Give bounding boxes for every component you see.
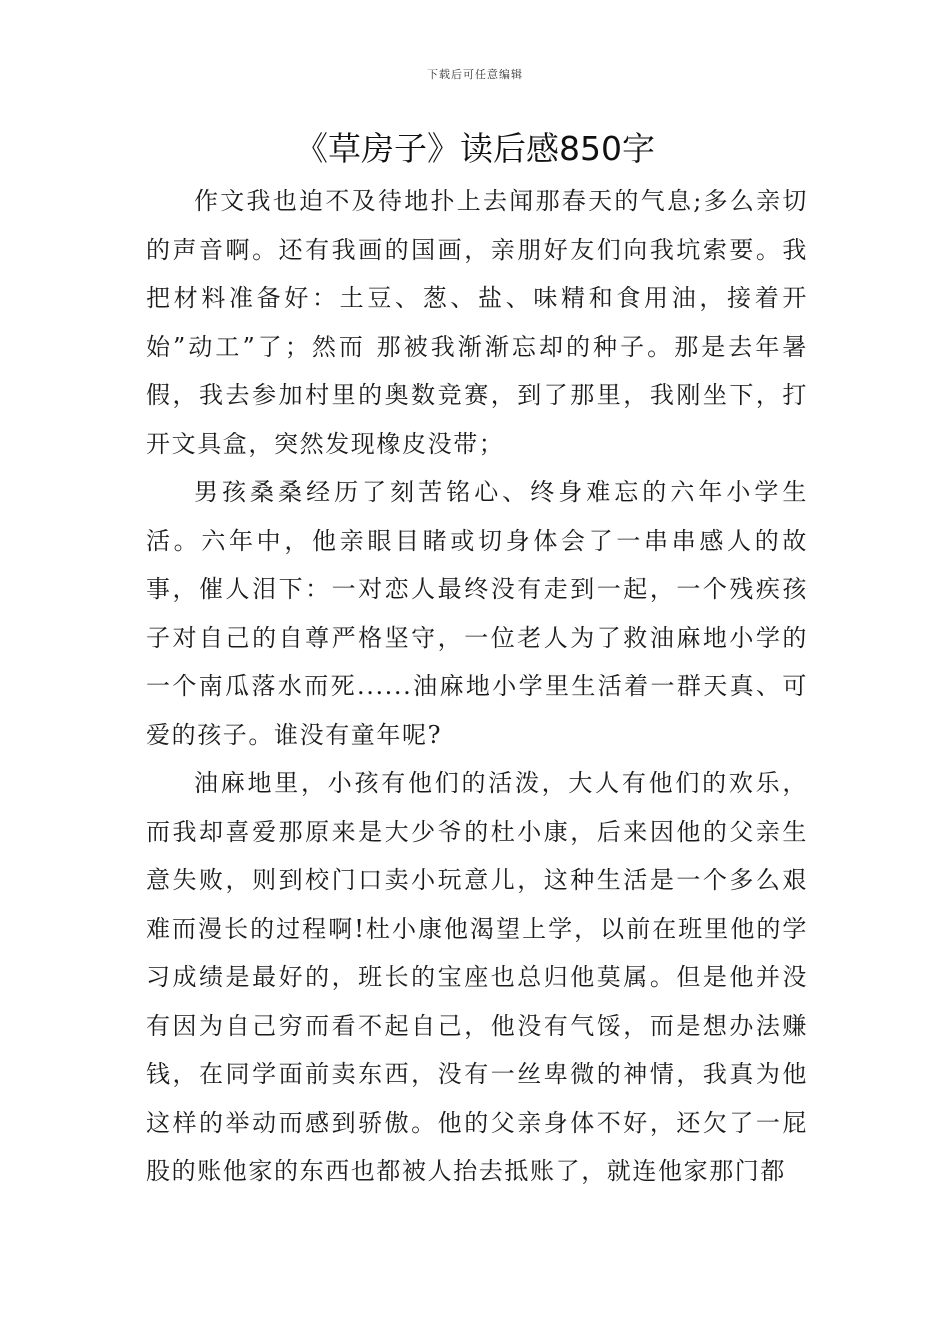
document-title: 《草房子》读后感850字 bbox=[295, 129, 655, 168]
header-note: 下载后可任意编辑 bbox=[427, 68, 523, 81]
essay-body bbox=[146, 177, 808, 1196]
paragraph-1: 作文我也迫不及待地扑上去闻那春天的气息;多么亲切的声音啊。还有我画的国画，亲朋好友们向我坑索要。我把材料准备好：土豆、葱、盐、味精和食用油，接着开始”动工”了；然而 那被我渐渐忘却的种子。那是去年暑假，我去参加村里的奥数竞赛，到了那里，我刚坐下，打开文具盒，突然发现橡皮没带； bbox=[146, 187, 808, 458]
paragraph-3: 油麻地里，小孩有他们的活泼，大人有他们的欢乐，而我却喜爱那原来是大少爷的杜小康，后来因他的父亲生意失败，则到校门口卖小玩意儿，这种生活是一个多么艰难而漫长的过程啊!杜小康他渴望上学，以前在班里他的学习成绩是最好的，班长的宝座也总归他莫属。但是他并没有因为自己穷而看不起自己，他没有气馁，而是想办法赚钱，在同学面前卖东西，没有一丝卑微的神情，我真为他这样的举动而感到骄傲。他的父亲身体不好，还欠了一屁股的账他家的东西也都被人抬去抵账了，就连他家那门都 bbox=[146, 769, 808, 1185]
paragraph-2: 男孩桑桑经历了刻苦铭心、终身难忘的六年小学生活。六年中，他亲眼目睹或切身体会了一串串感人的故事，催人泪下：一对恋人最终没有走到一起，一个残疾孩子对自己的自尊严格坚守，一位老人为了救油麻地小学的一个南瓜落水而死......油麻地小学里生活着一群天真、可爱的孩子。谁没有童年呢? bbox=[146, 478, 808, 749]
